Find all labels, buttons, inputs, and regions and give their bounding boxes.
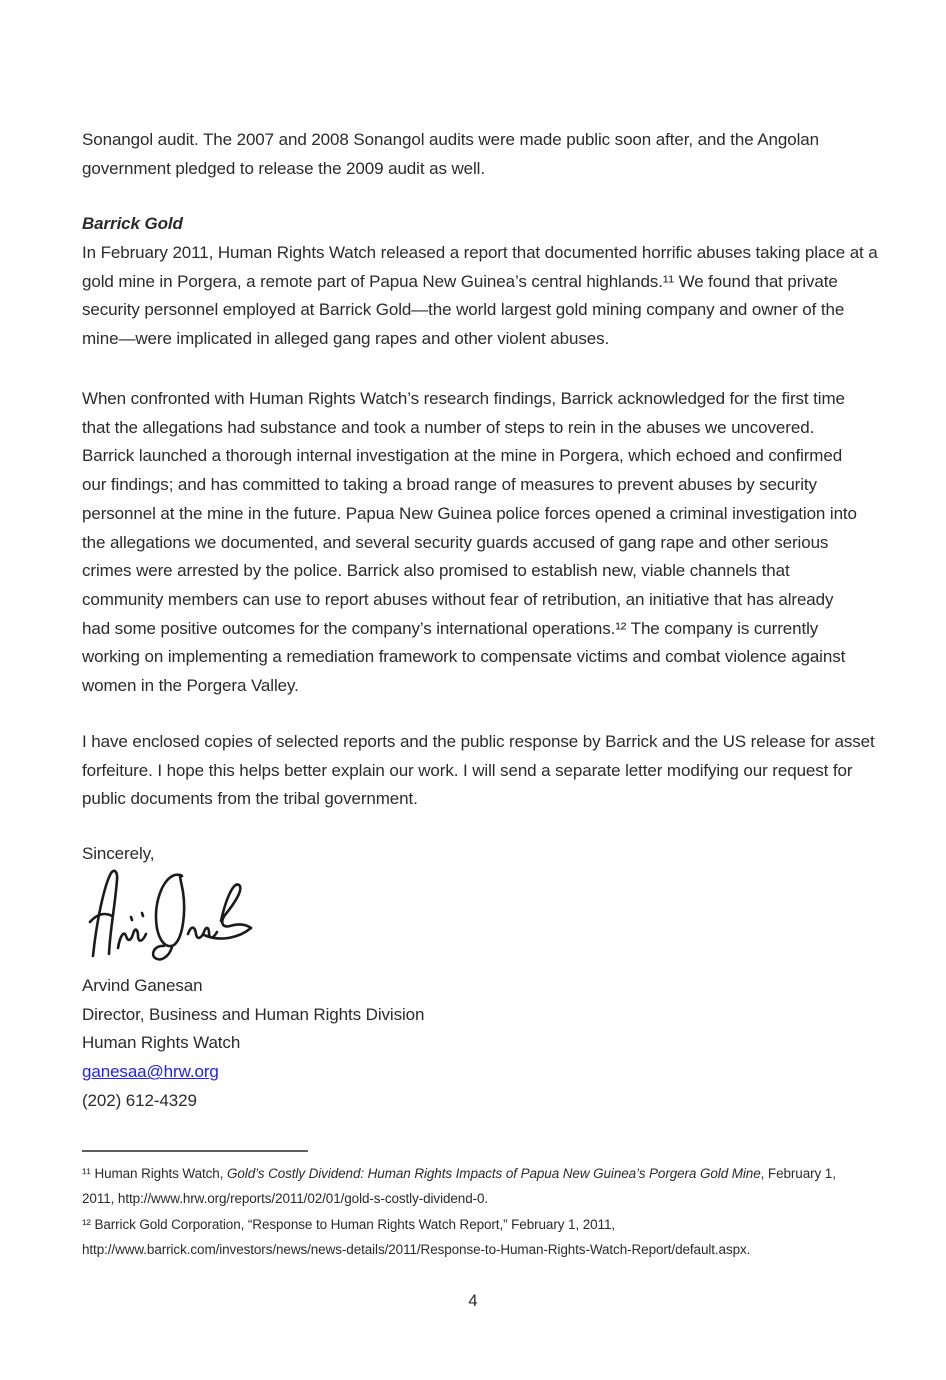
text-line: Sonangol audit. The 2007 and 2008 Sonangol audits were made public soon after, and the Angolan	[82, 130, 819, 149]
paragraph-sonangol-audit	[82, 126, 819, 183]
text-line: mine—were implicated in alleged gang rapes and other violent abuses.	[82, 329, 610, 349]
paragraph-enclosures	[82, 728, 875, 814]
email-link[interactable]: ganesaa@hrw.org	[82, 1062, 219, 1082]
text-line: Barrick launched a thorough internal investigation at the mine in Porgera, which echoed and confirmed	[82, 446, 843, 466]
text-line: crimes were arrested by the police. Barrick also promised to establish new, viable channels that	[82, 561, 790, 581]
text-line: women in the Porgera Valley.	[82, 676, 299, 696]
section-heading-barrick-gold: Barrick Gold	[82, 214, 183, 233]
text-line: forfeiture. I hope this helps better explain our work. I will send a separate letter modifying our request for	[82, 760, 853, 780]
text-line: the allegations we documented, and several security guards accused of gang rape and other serious	[82, 532, 829, 552]
footnote-title-italic: Gold’s Costly Dividend: Human Rights Impacts of Papua New Guinea’s Porgera Gold Mine	[227, 1166, 761, 1181]
footnote-separator	[82, 1150, 308, 1152]
footnote-12	[82, 1212, 882, 1262]
paragraph-barrick-report	[82, 239, 878, 354]
closing-salutation: Sincerely,	[82, 844, 155, 863]
footnote-11	[82, 1161, 882, 1211]
paragraph-barrick-response	[82, 385, 857, 701]
footnote-line: 2011, http://www.hrw.org/reports/2011/02/01/gold-s-costly-dividend-0.	[82, 1191, 489, 1207]
footnote-line: http://www.barrick.com/investors/news/news-details/2011/Response-to-Human-Rights-Watch-Report/default.aspx.	[82, 1242, 751, 1258]
footnote-text: ¹¹ Human Rights Watch,	[82, 1166, 227, 1181]
text-line: that the allegations had substance and took a number of steps to rein in the abuses we uncovered.	[82, 417, 815, 437]
footnote-text: , February 1,	[760, 1166, 836, 1181]
signature-block	[82, 972, 424, 1116]
text-line: working on implementing a remediation framework to compensate victims and combat violence against	[82, 647, 846, 667]
phone-number: (202) 612-4329	[82, 1090, 197, 1110]
text-line: gold mine in Porgera, a remote part of Papua New Guinea’s central highlands.¹¹ We found that private	[82, 271, 838, 291]
footnote-line	[82, 1161, 882, 1186]
text-line: I have enclosed copies of selected reports and the public response by Barrick and the US release for asset	[82, 732, 875, 751]
text-line: government pledged to release the 2009 audit as well.	[82, 158, 485, 178]
signature-title: Director, Business and Human Rights Division	[82, 1004, 425, 1024]
signature-name: Arvind Ganesan	[82, 976, 203, 995]
footnote-line: ¹² Barrick Gold Corporation, “Response to Human Rights Watch Report,” February 1, 2011,	[82, 1217, 616, 1232]
handwritten-signature	[84, 864, 256, 966]
text-line: In February 2011, Human Rights Watch released a report that documented horrific abuses taking place at a	[82, 243, 878, 262]
text-line: security personnel employed at Barrick Gold—the world largest gold mining company and owner of the	[82, 300, 845, 320]
text-line: had some positive outcomes for the company’s international operations.¹² The company is currently	[82, 618, 819, 638]
text-line: personnel at the mine in the future. Papua New Guinea police forces opened a criminal investigation into	[82, 503, 857, 523]
text-line: community members can use to report abuses without fear of retribution, an initiative that has already	[82, 589, 834, 609]
page-number: 4	[468, 1292, 478, 1310]
text-line: public documents from the tribal government.	[82, 789, 418, 809]
signature-organization: Human Rights Watch	[82, 1033, 241, 1053]
text-line: our findings; and has committed to taking a broad range of measures to prevent abuses by security	[82, 475, 817, 495]
text-line: When confronted with Human Rights Watch’s research findings, Barrick acknowledged for the first time	[82, 389, 845, 408]
